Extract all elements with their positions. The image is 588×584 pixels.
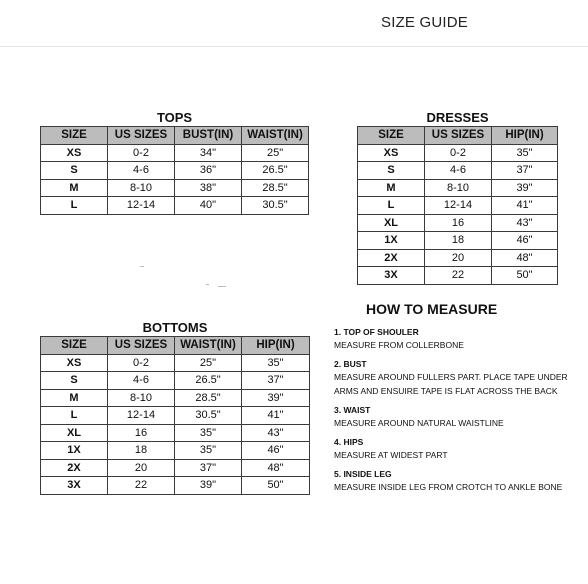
- table-cell: 18: [425, 232, 492, 250]
- size-cell: XL: [358, 214, 425, 232]
- table-cell: 8-10: [108, 389, 175, 407]
- measure-step-label: 3. WAIST: [334, 405, 371, 415]
- table-cell: 35": [175, 442, 242, 460]
- table-cell: 30.5": [175, 407, 242, 425]
- table-cell: 39": [492, 179, 558, 197]
- column-header: HIP(IN): [492, 127, 558, 145]
- table-cell: 25": [175, 354, 242, 372]
- size-cell: 1X: [358, 232, 425, 250]
- table-row: [358, 267, 558, 285]
- table-row: [358, 144, 558, 162]
- tops-title-row: [41, 108, 309, 127]
- table-cell: 39": [175, 477, 242, 495]
- table-row: [41, 389, 310, 407]
- size-cell: M: [41, 179, 108, 197]
- table-row: [41, 197, 309, 215]
- bottoms-size-table: [40, 318, 310, 495]
- table-cell: 0-2: [108, 354, 175, 372]
- table-cell: 48": [242, 459, 310, 477]
- table-cell: 34": [175, 144, 242, 162]
- bottoms-title-row: [41, 318, 310, 337]
- table-cell: 50": [242, 477, 310, 495]
- measure-step-text: MEASURE INSIDE LEG FROM CROTCH TO ANKLE BONE: [334, 482, 563, 492]
- table-cell: 12-14: [108, 197, 175, 215]
- scan-speck: [218, 286, 226, 287]
- dresses-table-title: DRESSES: [358, 108, 558, 127]
- table-cell: 37": [175, 459, 242, 477]
- size-cell: M: [358, 179, 425, 197]
- table-cell: 26.5": [175, 372, 242, 390]
- dresses-header-row: [358, 127, 558, 145]
- column-header: SIZE: [41, 337, 108, 355]
- size-cell: M: [41, 389, 108, 407]
- measure-step-label: 2. BUST: [334, 359, 367, 369]
- column-header: US SIZES: [108, 337, 175, 355]
- table-row: [41, 179, 309, 197]
- size-cell: L: [41, 197, 108, 215]
- column-header: SIZE: [41, 127, 108, 145]
- how-to-measure-section: [334, 301, 588, 493]
- column-header: WAIST(IN): [242, 127, 309, 145]
- column-header: HIP(IN): [242, 337, 310, 355]
- measure-steps: [334, 327, 588, 493]
- table-cell: 20: [108, 459, 175, 477]
- column-header: WAIST(IN): [175, 337, 242, 355]
- scan-speck: [140, 266, 144, 267]
- size-cell: 3X: [41, 477, 108, 495]
- table-cell: 0-2: [425, 144, 492, 162]
- table-cell: 30.5": [242, 197, 309, 215]
- table-cell: 37": [492, 162, 558, 180]
- table-cell: 28.5": [242, 179, 309, 197]
- table-cell: 25": [242, 144, 309, 162]
- measure-step-text: ARMS AND ENSUIRE TAPE IS FLAT ACROSS THE BACK: [334, 386, 558, 396]
- tops-table-title: TOPS: [41, 108, 309, 127]
- table-row: [41, 424, 310, 442]
- measure-step-text: MEASURE AT WIDEST PART: [334, 450, 448, 460]
- size-cell: XL: [41, 424, 108, 442]
- table-row: [41, 372, 310, 390]
- column-header: US SIZES: [108, 127, 175, 145]
- size-cell: S: [358, 162, 425, 180]
- table-cell: 43": [242, 424, 310, 442]
- table-cell: 35": [492, 144, 558, 162]
- table-cell: 46": [492, 232, 558, 250]
- table-cell: 48": [492, 249, 558, 267]
- table-cell: 22: [108, 477, 175, 495]
- table-cell: 37": [242, 372, 310, 390]
- bottoms-header-row: [41, 337, 310, 355]
- table-row: [358, 197, 558, 215]
- table-cell: 38": [175, 179, 242, 197]
- table-row: [41, 477, 310, 495]
- table-cell: 26.5": [242, 162, 309, 180]
- table-cell: 43": [492, 214, 558, 232]
- table-cell: 12-14: [108, 407, 175, 425]
- table-cell: 35": [175, 424, 242, 442]
- table-row: [358, 249, 558, 267]
- table-cell: 35": [242, 354, 310, 372]
- measure-step-label: 1. TOP OF SHOULER: [334, 327, 419, 337]
- table-cell: 22: [425, 267, 492, 285]
- column-header: SIZE: [358, 127, 425, 145]
- measure-step-label: 5. INSIDE LEG: [334, 469, 392, 479]
- column-header: BUST(IN): [175, 127, 242, 145]
- table-cell: 41": [242, 407, 310, 425]
- table-cell: 36": [175, 162, 242, 180]
- bottoms-table-title: BOTTOMS: [41, 318, 310, 337]
- table-row: [41, 354, 310, 372]
- table-row: [41, 459, 310, 477]
- table-cell: 46": [242, 442, 310, 460]
- table-cell: 16: [108, 424, 175, 442]
- size-cell: S: [41, 372, 108, 390]
- measure-step-text: MEASURE AROUND FULLERS PART. PLACE TAPE UNDER: [334, 372, 568, 382]
- table-row: [41, 442, 310, 460]
- table-row: [41, 407, 310, 425]
- table-row: [358, 179, 558, 197]
- size-cell: L: [41, 407, 108, 425]
- size-cell: 1X: [41, 442, 108, 460]
- measure-step-text: MEASURE FROM COLLERBONE: [334, 340, 464, 350]
- tops-header-row: [41, 127, 309, 145]
- size-cell: XS: [358, 144, 425, 162]
- dresses-size-table: [357, 108, 558, 285]
- size-cell: 2X: [358, 249, 425, 267]
- table-row: [41, 162, 309, 180]
- table-cell: 20: [425, 249, 492, 267]
- how-to-measure-title: HOW TO MEASURE: [366, 301, 498, 317]
- size-cell: 3X: [358, 267, 425, 285]
- size-cell: XS: [41, 354, 108, 372]
- table-row: [41, 144, 309, 162]
- measure-step-label: 4. HIPS: [334, 437, 364, 447]
- tops-size-table: [40, 108, 309, 215]
- size-cell: 2X: [41, 459, 108, 477]
- table-cell: 16: [425, 214, 492, 232]
- page-title: SIZE GUIDE: [381, 14, 469, 31]
- table-row: [358, 162, 558, 180]
- scan-speck: [206, 284, 209, 285]
- size-cell: S: [41, 162, 108, 180]
- table-cell: 40": [175, 197, 242, 215]
- table-cell: 50": [492, 267, 558, 285]
- table-row: [358, 232, 558, 250]
- table-cell: 28.5": [175, 389, 242, 407]
- column-header: US SIZES: [425, 127, 492, 145]
- table-cell: 0-2: [108, 144, 175, 162]
- table-cell: 18: [108, 442, 175, 460]
- table-row: [358, 214, 558, 232]
- table-cell: 12-14: [425, 197, 492, 215]
- table-cell: 4-6: [108, 162, 175, 180]
- table-cell: 4-6: [425, 162, 492, 180]
- table-cell: 39": [242, 389, 310, 407]
- measure-step-text: MEASURE AROUND NATURAL WAISTLINE: [334, 418, 504, 428]
- dresses-title-row: [358, 108, 558, 127]
- table-cell: 8-10: [108, 179, 175, 197]
- table-cell: 41": [492, 197, 558, 215]
- page-header: [0, 0, 588, 47]
- size-cell: L: [358, 197, 425, 215]
- table-cell: 4-6: [108, 372, 175, 390]
- size-cell: XS: [41, 144, 108, 162]
- table-cell: 8-10: [425, 179, 492, 197]
